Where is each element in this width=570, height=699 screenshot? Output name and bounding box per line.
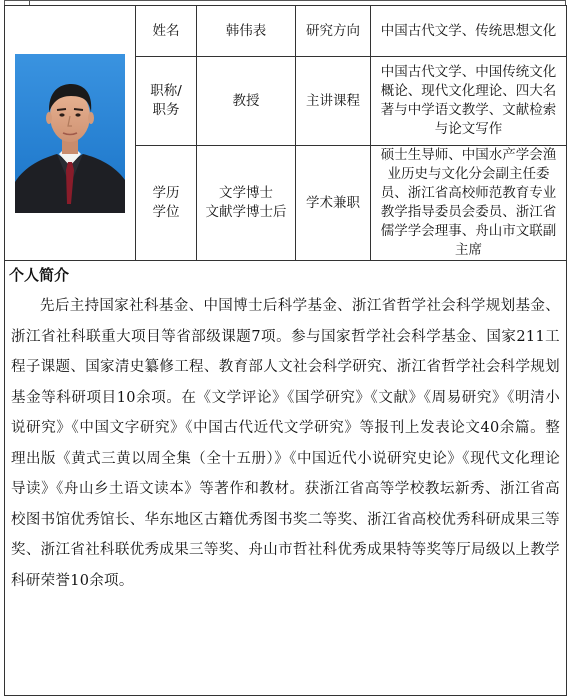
name-value: 韩伟表 xyxy=(197,6,296,57)
degree-label: 学历学位 xyxy=(152,185,180,220)
degree-value: 文学博士 文献学博士后 xyxy=(205,185,287,220)
intro-body: 先后主持国家社科基金、中国博士后科学基金、浙江省哲学社会科学规划基金、浙江省社科联重大项目等省部级课题7项。参与国家哲学社会科学基金、国家211工程子课题、国家清史纂修工程、教育部人文社会科学研究、浙江省哲学社会科学规划基金等科研项目10余项。在《文学评论》《国学研究》《文献》《周易研究》《明清小说研究》《中国文字研究》《中国古代近代文学研究》等报刊上发表论文40余篇。整理出版《黄式三黄以周全集（全十五册）》《中国近代小说研究史论》《现代文化理论导读》《舟山乡土语文读本》等著作和教材。获浙江省高等学校教坛新秀、浙江省高校图书馆优秀馆长、华东地区古籍优秀图书奖二等奖、浙江省高校优秀科研成果三等奖、浙江省社科联优秀成果三等奖、舟山市哲社科优秀成果特等奖等厅局级以上教学科研荣誉10余项。 xyxy=(11,298,560,589)
title-label: 职称/职务 xyxy=(150,83,182,118)
academic-value: 硕士生导师、中国水产学会渔业历史与文化分会副主任委员、浙江省高校师范教育专业教学指导委员会委员、浙江省儒学学会理事、舟山市文联副主席 xyxy=(380,147,557,258)
research-value: 中国古代文学、传统思想文化 xyxy=(371,6,567,57)
courses-value: 中国古代文学、中国传统文化概论、现代文化理论、四大名著与中学语文教学、文献检索与论文写作 xyxy=(380,64,557,137)
research-label: 研究方向 xyxy=(296,6,371,57)
portrait-photo xyxy=(15,54,125,213)
top-rule xyxy=(4,0,566,1)
academic-label: 学术兼职 xyxy=(296,146,371,261)
intro-heading: 个人简介 xyxy=(9,266,70,284)
photo-cell xyxy=(5,6,136,261)
title-value: 教授 xyxy=(197,57,296,146)
profile-table xyxy=(4,5,567,696)
intro-cell xyxy=(5,261,567,696)
courses-label: 主讲课程 xyxy=(296,57,371,146)
name-label: 姓名 xyxy=(136,6,197,57)
row-intro xyxy=(5,261,567,696)
row-name xyxy=(5,6,567,57)
